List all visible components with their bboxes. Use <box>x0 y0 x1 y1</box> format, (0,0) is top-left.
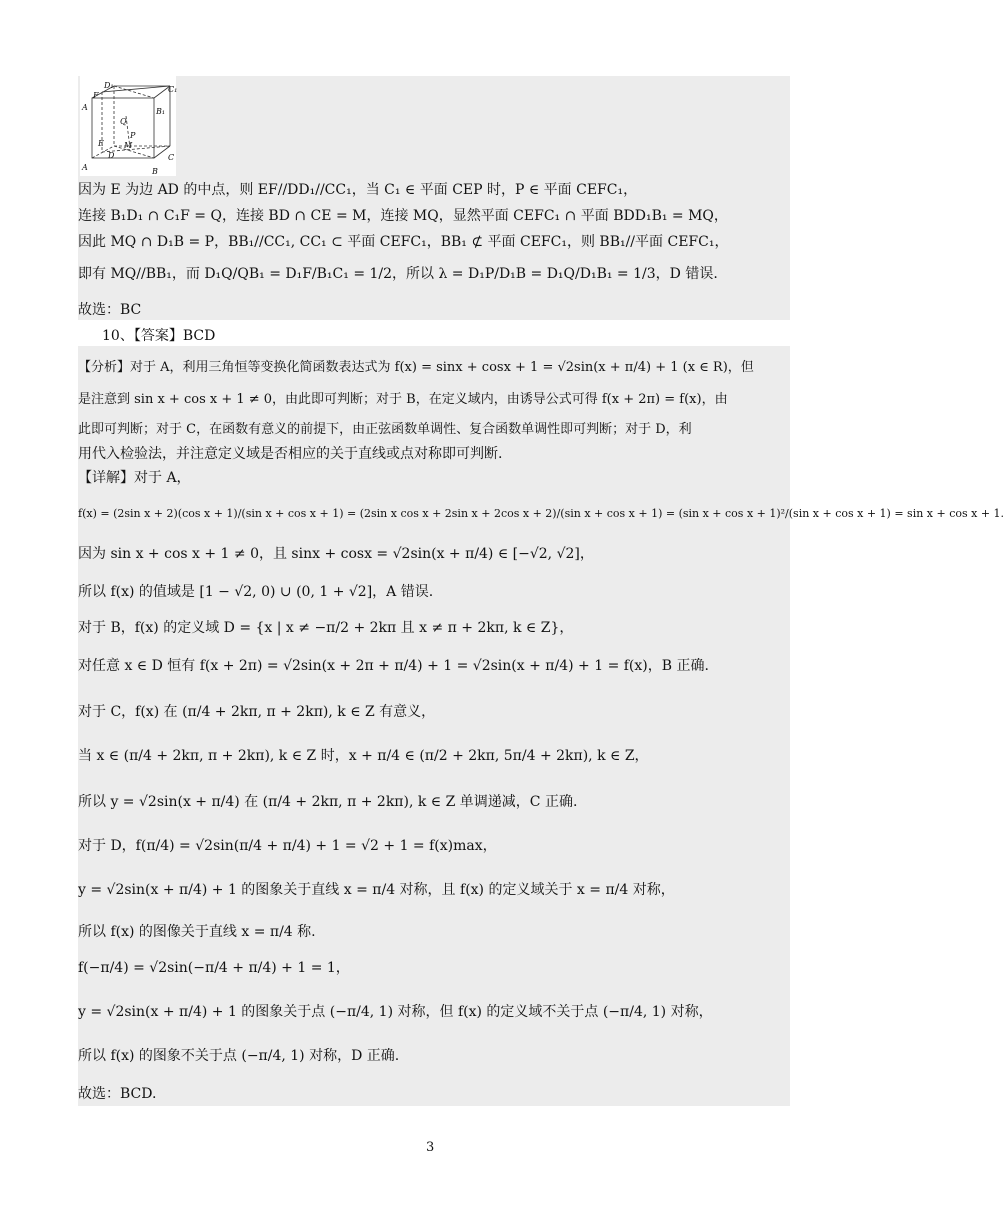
solution-10-block <box>78 346 1004 1106</box>
text-line: 对于 D，f(π/4) = √2sin(π/4 + π/4) + 1 = √2 + 1 = f(x)max， <box>78 838 497 854</box>
text-line: y = √2sin(x + π/4) + 1 的图象关于点 (−π/4, 1) 对称，但 f(x) 的定义域不关于点 (−π/4, 1) 对称， <box>78 1004 713 1020</box>
text-line: 连接 B₁D₁ ∩ C₁F = Q，连接 BD ∩ CE = M，连接 MQ，显然平面 CEFC₁ ∩ 平面 BDD₁B₁ = MQ， <box>78 208 728 224</box>
text-line: 是注意到 sin x + cos x + 1 ≠ 0，由此即可判断；对于 B，在定义域内，由诱导公式可得 f(x + 2π) = f(x)，由 <box>78 392 728 407</box>
label-C1: C₁ <box>168 85 178 94</box>
text-line: 所以 f(x) 的图象不关于点 (−π/4, 1) 对称，D 正确. <box>78 1048 400 1064</box>
label-F: F <box>93 91 99 100</box>
text-line: 【分析】对于 A，利用三角恒等变换化简函数表达式为 f(x) = sinx + cosx + 1 = √2sin(x + π/4) + 1 (x ∈ R)，但 <box>78 360 754 375</box>
text-line: 因此 MQ ∩ D₁B = P，BB₁//CC₁, CC₁ ⊂ 平面 CEFC₁，BB₁ ⊄ 平面 CEFC₁，则 BB₁//平面 CEFC₁， <box>78 234 729 250</box>
text-line: 所以 f(x) 的图像关于直线 x = π/4 称. <box>78 924 316 940</box>
label-A1: A <box>82 103 88 112</box>
label-D: D <box>108 151 115 160</box>
label-D1: D₁ <box>104 81 114 90</box>
text-line: f(−π/4) = √2sin(−π/4 + π/4) + 1 = 1， <box>78 960 350 976</box>
label-M: M <box>124 141 133 150</box>
text-line: 故选：BC <box>78 302 142 318</box>
text-line: 对任意 x ∈ D 恒有 f(x + 2π) = √2sin(x + 2π + π/4) + 1 = √2sin(x + π/4) + 1 = f(x)，B 正确. <box>78 658 709 674</box>
text-line: 对于 C，f(x) 在 (π/4 + 2kπ, π + 2kπ), k ∈ Z 有意义， <box>78 704 436 720</box>
text-line: y = √2sin(x + π/4) + 1 的图象关于直线 x = π/4 对称，且 f(x) 的定义域关于 x = π/4 对称， <box>78 882 675 898</box>
label-E: E <box>98 139 104 148</box>
label-B: B <box>152 167 158 176</box>
text-line: 即有 MQ//BB₁，而 D₁Q/QB₁ = D₁F/B₁C₁ = 1/2，所以 λ = D₁P/D₁B = D₁Q/D₁B₁ = 1/3，D 错误. <box>78 266 718 282</box>
text-line: 【详解】对于 A， <box>78 470 191 486</box>
text-line: 当 x ∈ (π/4 + 2kπ, π + 2kπ), k ∈ Z 时，x + π/4 ∈ (π/2 + 2kπ, 5π/4 + 2kπ), k ∈ Z， <box>78 748 649 764</box>
solution-9-block <box>78 76 790 320</box>
answer-10-heading: 10、【答案】BCD <box>102 328 216 344</box>
label-A: A <box>82 163 88 172</box>
label-C: C <box>168 153 175 162</box>
page-number: 3 <box>426 1140 435 1155</box>
label-Q: Q <box>120 117 127 126</box>
text-line: 所以 f(x) 的值域是 [1 − √2, 0) ∪ (0, 1 + √2]，A 错误. <box>78 584 434 600</box>
text-line: f(x) = (2sin x + 2)(cos x + 1)/(sin x + cos x + 1) = (2sin x cos x + 2sin x + 2cos x + 2)/(sin x + cos x + 1) = (sin x + cos x + 1)²/(sin x + cos x + 1) = sin x + cos x + 1. <box>78 507 1004 520</box>
label-B1: B₁ <box>156 107 166 116</box>
label-P: P <box>130 131 136 140</box>
text-line: 用代入检验法，并注意定义域是否相应的关于直线或点对称即可判断. <box>78 446 503 462</box>
text-line: 对于 B，f(x) 的定义域 D = {x | x ≠ −π/2 + 2kπ 且 x ≠ π + 2kπ, k ∈ Z}， <box>78 620 574 636</box>
text-line: 所以 y = √2sin(x + π/4) 在 (π/4 + 2kπ, π + 2kπ), k ∈ Z 单调递减，C 正确. <box>78 794 578 810</box>
text-line: 此即可判断；对于 C，在函数有意义的前提下，由正弦函数单调性、复合函数单调性即可判断；对于 D，利 <box>78 422 692 437</box>
text-line: 因为 E 为边 AD 的中点，则 EF//DD₁//CC₁，当 C₁ ∈ 平面 CEP 时，P ∈ 平面 CEFC₁， <box>78 182 638 198</box>
cube-figure <box>80 76 176 176</box>
text-line: 因为 sin x + cos x + 1 ≠ 0，且 sinx + cosx = √2sin(x + π/4) ∈ [−√2, √2]， <box>78 546 594 562</box>
text-line: 故选：BCD. <box>78 1086 157 1102</box>
